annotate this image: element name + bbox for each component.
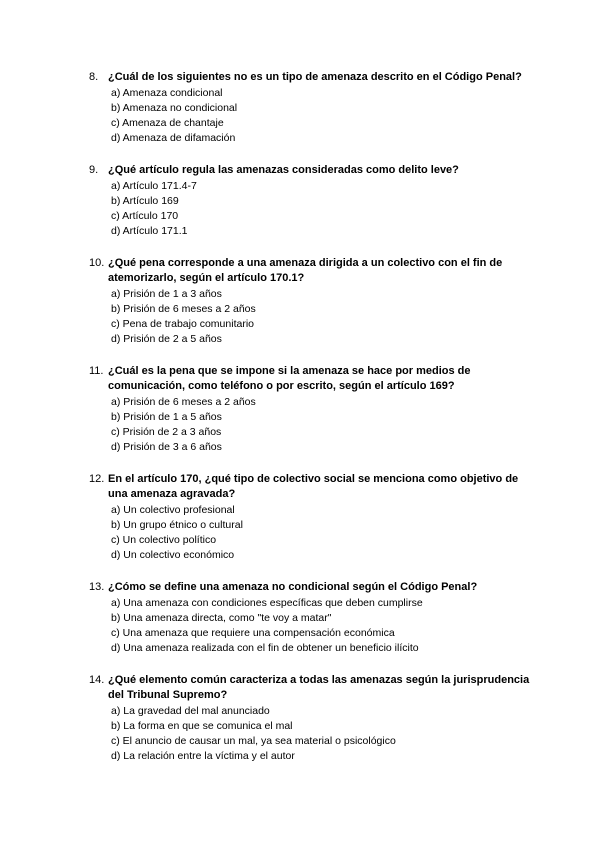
answer-option: c) Un colectivo político — [111, 534, 217, 546]
answer-option: b) Un grupo étnico o cultural — [111, 519, 243, 531]
question-header — [89, 364, 540, 394]
answer-options — [89, 395, 540, 455]
question-number: 13. — [89, 581, 105, 593]
question-text: ¿Qué artículo regula las amenazas consideradas como delito leve? — [108, 164, 459, 176]
question-block — [89, 580, 540, 656]
answer-option: d) La relación entre la víctima y el autor — [111, 750, 295, 762]
answer-options — [89, 596, 540, 656]
question-block — [89, 256, 540, 347]
answer-option: a) La gravedad del mal anunciado — [111, 705, 270, 717]
answer-option: a) Prisión de 1 a 3 años — [111, 288, 222, 300]
answer-option: d) Amenaza de difamación — [111, 132, 236, 144]
question-number: 11. — [89, 365, 104, 377]
answer-option: b) Artículo 169 — [111, 195, 179, 207]
answer-option: b) La forma en que se comunica el mal — [111, 720, 293, 732]
answer-option: a) Artículo 171.4-7 — [111, 180, 197, 192]
question-text: En el artículo 170, ¿qué tipo de colectivo social se menciona como objetivo de una amenaza agravada? — [108, 473, 519, 500]
answer-options — [89, 704, 540, 764]
answer-option: b) Amenaza no condicional — [111, 102, 238, 114]
answer-option: b) Una amenaza directa, como "te voy a matar" — [111, 612, 332, 624]
answer-options — [89, 179, 540, 239]
answer-options — [89, 86, 540, 146]
question-header — [89, 673, 540, 703]
answer-option: b) Prisión de 1 a 5 años — [111, 411, 222, 423]
question-text: ¿Cuál es la pena que se impone si la amenaza se hace por medios de comunicación, como teléfono o por escrito, según el artículo 169? — [108, 365, 471, 392]
answer-options — [89, 503, 540, 563]
question-block — [89, 472, 540, 563]
answer-option: a) Una amenaza con condiciones específicas que deben cumplirse — [111, 597, 423, 609]
answer-option: d) Un colectivo económico — [111, 549, 235, 561]
question-header — [89, 256, 540, 286]
question-block — [89, 673, 540, 764]
question-text: ¿Cómo se define una amenaza no condicional según el Código Penal? — [108, 581, 478, 593]
answer-option: c) El anuncio de causar un mal, ya sea material o psicológico — [111, 735, 396, 747]
answer-option: a) Prisión de 6 meses a 2 años — [111, 396, 256, 408]
question-header — [89, 70, 540, 85]
question-text: ¿Qué elemento común caracteriza a todas las amenazas según la jurisprudencia del Tribunal Supremo? — [108, 674, 530, 701]
answer-option: a) Amenaza condicional — [111, 87, 223, 99]
question-text: ¿Cuál de los siguientes no es un tipo de amenaza descrito en el Código Penal? — [108, 71, 522, 83]
answer-options — [89, 287, 540, 347]
question-header — [89, 472, 540, 502]
question-header — [89, 580, 540, 595]
question-number: 14. — [89, 674, 105, 686]
question-text: ¿Qué pena corresponde a una amenaza dirigida a un colectivo con el fin de atemorizarlo, según el artículo 170.1? — [108, 257, 503, 284]
answer-option: a) Un colectivo profesional — [111, 504, 235, 516]
answer-option: d) Una amenaza realizada con el fin de obtener un beneficio ilícito — [111, 642, 419, 654]
question-number: 9. — [89, 164, 99, 176]
question-block — [89, 70, 540, 146]
question-number: 10. — [89, 257, 105, 269]
question-block — [89, 364, 540, 455]
answer-option: c) Pena de trabajo comunitario — [111, 318, 254, 330]
question-header — [89, 163, 540, 178]
question-number: 12. — [89, 473, 105, 485]
question-list — [89, 70, 540, 764]
answer-option: c) Amenaza de chantaje — [111, 117, 224, 129]
answer-option: d) Prisión de 2 a 5 años — [111, 333, 222, 345]
answer-option: b) Prisión de 6 meses a 2 años — [111, 303, 256, 315]
answer-option: d) Artículo 171.1 — [111, 225, 188, 237]
answer-option: c) Artículo 170 — [111, 210, 179, 222]
answer-option: c) Una amenaza que requiere una compensación económica — [111, 627, 395, 639]
question-number: 8. — [89, 71, 99, 83]
answer-option: d) Prisión de 3 a 6 años — [111, 441, 222, 453]
answer-option: c) Prisión de 2 a 3 años — [111, 426, 222, 438]
question-block — [89, 163, 540, 239]
